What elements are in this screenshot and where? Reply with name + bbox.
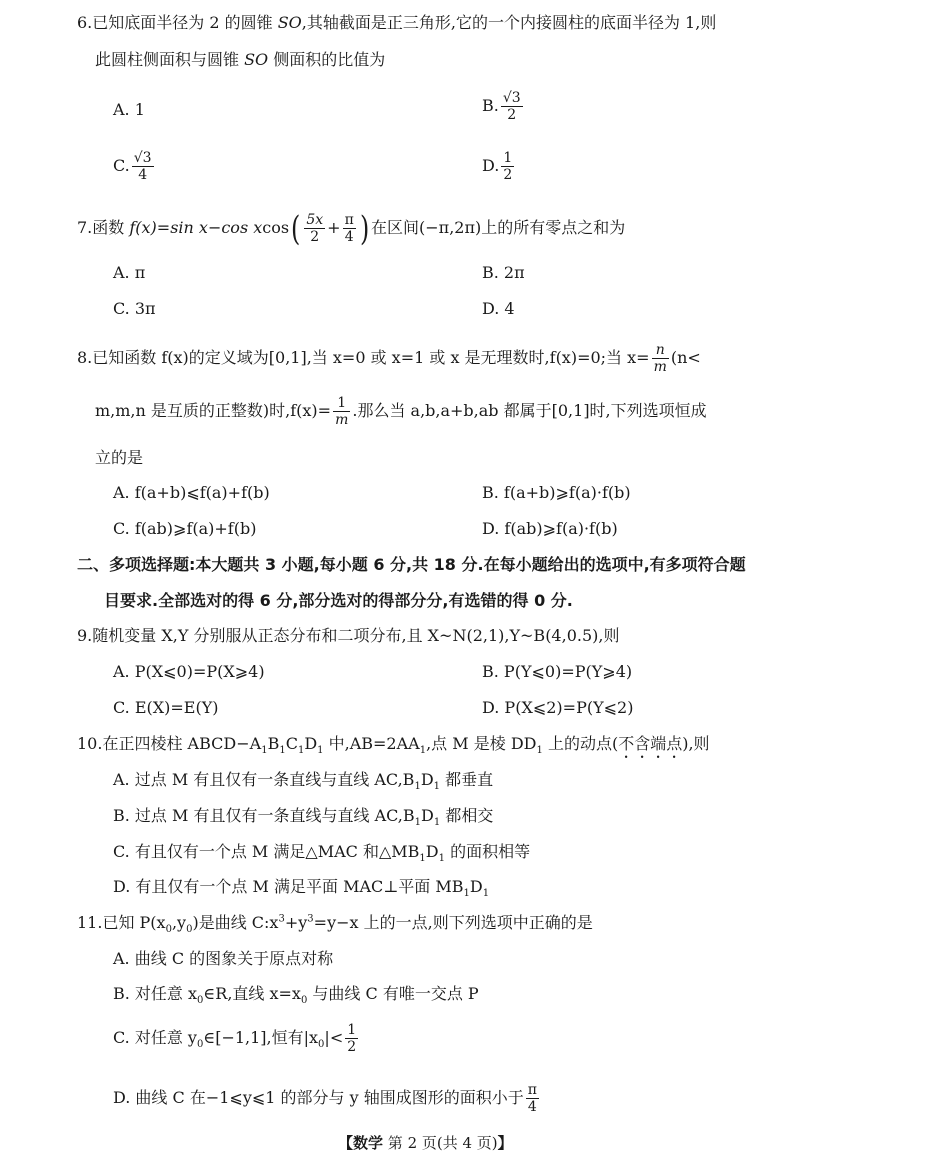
q6-option-c: C. $\frac{√3}{4}$ bbox=[113, 150, 152, 183]
q9-option-a: A. P(X⩽0)=P(X⩾4) bbox=[113, 662, 265, 681]
q8-stem-line2: m,m,n 是互质的正整数)时,f(x)= $\frac{1}{m}$ .那么当 a,b,a+b,ab 都属于[0,1]时,下列选项恒成 bbox=[95, 395, 707, 428]
q7-option-d: D. 4 bbox=[482, 299, 515, 318]
q8-stem-line3: 立的是 bbox=[95, 448, 144, 467]
q10-option-d: D. 有且仅有一个点 M 满足平面 MAC⊥平面 $MB_1D_1$ bbox=[113, 877, 490, 900]
q6-option-a: A. 1 bbox=[113, 100, 145, 119]
q9-option-c: C. E(X)=E(Y) bbox=[113, 698, 219, 717]
q7-option-c: C. 3π bbox=[113, 299, 156, 318]
q11-option-a: A. 曲线 C 的图象关于原点对称 bbox=[113, 949, 334, 968]
page-footer: 【数学 第 2 页(共 4 页)】 bbox=[338, 1134, 513, 1152]
q7-stem: 7.函数 f(x)=sin x−cos xcos( $\frac{5x}{2}$ + $\frac{\pi}{4}$ ) 在区间(−π,2π)上的所有零点之和为 bbox=[77, 208, 626, 249]
q10-option-b: B. 过点 M 有且仅有一条直线与直线 $AC,B_1D_1$ 都相交 bbox=[113, 806, 494, 829]
q6-stem-line2: 此圆柱侧面积与圆锥 SO 侧面积的比值为 bbox=[95, 50, 386, 69]
q8-option-a: A. f(a+b)⩽f(a)+f(b) bbox=[113, 483, 270, 502]
q10-option-a: A. 过点 M 有且仅有一条直线与直线 $AC,B_1D_1$ 都垂直 bbox=[113, 770, 494, 793]
section-2-heading-line1: 二、多项选择题:本大题共 3 小题,每小题 6 分,共 18 分.在每小题给出的选项中,有多项符合题 bbox=[77, 555, 746, 574]
q11-option-b: B. 对任意 $x_0\in R$,直线 $x=x_0$ 与曲线 C 有唯一交点 P bbox=[113, 984, 479, 1007]
q11-option-d: D. 曲线 C 在−1⩽y⩽1 的部分与 y 轴围成图形的面积小于 $\frac{\pi}{4}$ bbox=[113, 1082, 537, 1115]
q9-option-d: D. P(X⩽2)=P(Y⩽2) bbox=[482, 698, 634, 717]
q10-stem: 10.在正四棱柱 $ABCD-A_1B_1C_1D_1$ 中$,AB=2AA_1$,点 M 是棱 $DD_1$ 上的动点(不含端点),则 bbox=[77, 734, 710, 757]
section-2-heading-line2: 目要求.全部选对的得 6 分,部分选对的得部分分,有选错的得 0 分. bbox=[104, 591, 573, 610]
q9-option-b: B. P(Y⩽0)=P(Y⩾4) bbox=[482, 662, 633, 681]
q7-option-a: A. π bbox=[113, 263, 146, 282]
q6-option-d: D. $\frac{1}{2}$ bbox=[482, 150, 513, 183]
q6-option-b: B. $\frac{√3}{2}$ bbox=[482, 90, 521, 123]
q11-option-c: C. 对任意 $y_0\in[-1,1]$,恒有$|x_0|<$ $\frac{1}{2}$ bbox=[113, 1022, 357, 1055]
q6-stem-line1: 6.已知底面半径为 2 的圆锥 SO,其轴截面是正三角形,它的一个内接圆柱的底面半径为 1,则 bbox=[77, 13, 717, 32]
q8-stem-line1: 8.已知函数 f(x)的定义域为[0,1],当 x=0 或 x=1 或 x 是无理数时,f(x)=0;当 x= $\frac{n}{m}$ (n< bbox=[77, 342, 701, 375]
q9-stem: 9.随机变量 X,Y 分别服从正态分布和二项分布,且 X~N(2,1),Y~B(4,0.5),则 bbox=[77, 626, 620, 645]
q8-option-b: B. f(a+b)⩾f(a)·f(b) bbox=[482, 483, 631, 502]
q10-option-c: C. 有且仅有一个点 M 满足△MAC 和$\triangle MB_1D_1$ 的面积相等 bbox=[113, 842, 531, 865]
q7-option-b: B. 2π bbox=[482, 263, 525, 282]
q11-stem: 11.已知 $P(x_0,y_0)$是曲线 $C:x^3+y^3=y-x$ 上的一点,则下列选项中正确的是 bbox=[77, 913, 593, 936]
q8-option-c: C. f(ab)⩾f(a)+f(b) bbox=[113, 519, 257, 538]
q8-option-d: D. f(ab)⩾f(a)·f(b) bbox=[482, 519, 618, 538]
